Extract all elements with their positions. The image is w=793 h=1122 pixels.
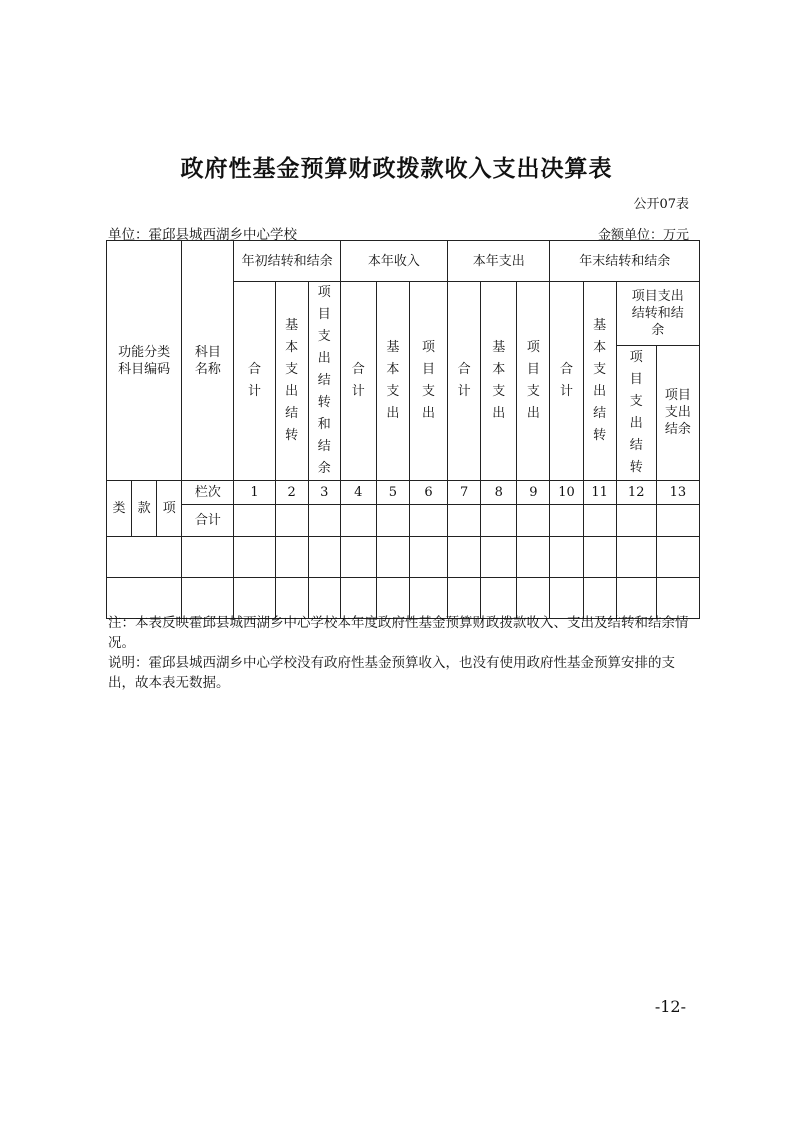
header-opening-project: 项目支出结转和结余 [308,282,340,481]
col-number: 12 [616,481,656,505]
table-row [107,537,700,578]
header-lanci: 栏次 [182,481,234,505]
col-number: 9 [517,481,550,505]
form-number: 公开07表 [633,197,689,212]
col-number: 5 [376,481,409,505]
header-income-group: 本年收入 [340,241,447,282]
page-title: 政府性基金预算财政拨款收入支出决算表 [180,156,613,182]
header-opening-group: 年初结转和结余 [234,241,340,282]
header-expense-total: 合计 [448,282,481,481]
col-number: 4 [340,481,376,505]
header-closing-total: 合计 [550,282,583,481]
header-opening-basic: 基本支出结转 [275,282,308,481]
page-number: -12- [654,997,686,1016]
col-number: 10 [550,481,583,505]
col-number: 13 [656,481,699,505]
table-note: 注：本表反映霍邱县城西湖乡中心学校本年度政府性基金预算财政拨款收入、支出及结转和结余情况。 [108,615,689,651]
header-lei: 类 [107,481,132,537]
col-number: 2 [275,481,308,505]
column-number-row [107,481,700,505]
col-number: 6 [409,481,447,505]
header-income-total: 合计 [340,282,376,481]
header-closing-project-group: 项目支出结转和结余 [616,282,699,346]
header-kuan: 款 [132,481,157,537]
col-number: 3 [308,481,340,505]
fund-table [106,240,700,619]
header-subject-name: 科目名称 [182,241,234,481]
header-income-project: 项目支出 [409,282,447,481]
header-expense-basic: 基本支出 [481,282,517,481]
header-closing-project-balance: 项目支出结余 [656,345,699,480]
total-row-label: 合计 [182,505,234,537]
header-income-basic: 基本支出 [376,282,409,481]
header-closing-project-carry: 项目支出结转 [616,345,656,480]
header-closing-group: 年末结转和结余 [550,241,700,282]
header-xiang: 项 [157,481,182,537]
money-unit-label: 金额单位：万元 [597,228,689,243]
header-expense-group: 本年支出 [448,241,550,282]
table-explanation: 说明：霍邱县城西湖乡中心学校没有政府性基金预算收入，也没有使用政府性基金预算安排的支出，故本表无数据。 [108,655,675,691]
header-closing-basic: 基本支出结转 [583,282,616,481]
col-number: 11 [583,481,616,505]
unit-label: 单位：霍邱县城西湖乡中心学校 [108,227,297,243]
header-func-code: 功能分类科目编码 [107,241,182,481]
col-number: 8 [481,481,517,505]
total-row [107,505,700,537]
col-number: 1 [234,481,275,505]
header-opening-total: 合计 [234,282,275,481]
header-expense-project: 项目支出 [517,282,550,481]
col-number: 7 [448,481,481,505]
